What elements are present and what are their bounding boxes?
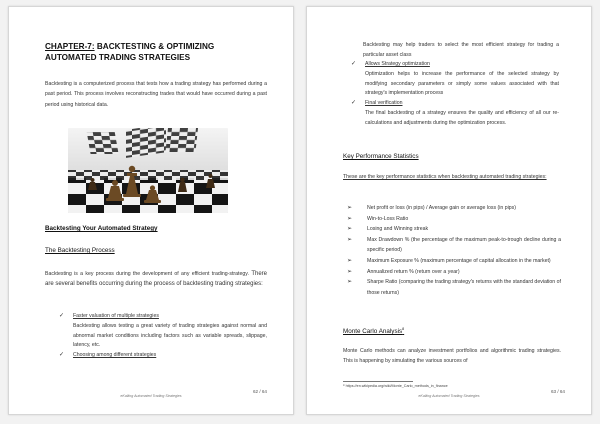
process-paragraph bbox=[45, 269, 267, 290]
kpi-item bbox=[343, 203, 561, 214]
benefit-description: Backtesting allows testing a great variety of trading strategies against normal and abnormal market conditions including factors such as variable spreads, slippage, latency, etc. bbox=[73, 322, 267, 349]
page-footer: eKalling Automated Trading Strategies bbox=[418, 394, 480, 398]
process-text-small: Backtesting is a key process during the development of any efficient trading-strategy. bbox=[45, 271, 249, 277]
arrow-bullet-icon: ➢ bbox=[347, 257, 353, 264]
benefits-list-left bbox=[59, 312, 267, 361]
kpi-item-text: Losing and Winning streak bbox=[367, 226, 429, 233]
benefit-item bbox=[59, 351, 267, 361]
benefit-label: Final verification bbox=[365, 100, 403, 107]
arrow-bullet-icon: ➢ bbox=[347, 268, 353, 275]
kpi-item bbox=[343, 256, 561, 267]
benefit-item bbox=[351, 99, 559, 128]
kpi-item-text: Max Drawdown % (the percentage of the maximum peak-to-trough decline during a specific period) bbox=[367, 236, 561, 254]
check-icon: ✓ bbox=[59, 352, 65, 359]
page-number: 63 / 64 bbox=[550, 389, 565, 394]
chess-board-image bbox=[68, 128, 228, 213]
kpi-item-text: Sharpe Ratio (comparing the trading strategy's returns with the standard deviation of those returns) bbox=[367, 279, 561, 296]
chapter-title bbox=[45, 42, 265, 63]
arrow-bullet-icon: ➢ bbox=[347, 215, 353, 222]
arrow-bullet-icon: ➢ bbox=[347, 226, 353, 233]
footnote: ⁸ https://en.wikipedia.org/wiki/Monte_Carlo_methods_in_finance bbox=[343, 384, 448, 388]
kpi-item-text: Maximum Exposure % (maximum percentage of capital allocation in the market) bbox=[367, 257, 551, 264]
chapter-number: CHAPTER-7: bbox=[45, 42, 95, 51]
kpi-item bbox=[343, 224, 561, 235]
footnote-marker: 8 bbox=[402, 327, 405, 331]
monte-carlo-title-text: Monte Carlo Analysis bbox=[343, 328, 403, 336]
benefit-description: Optimization helps to increase the performance of the selected strategy by modifying secondary parameters or simply some values associated with that strategy's implementation process bbox=[365, 70, 559, 97]
page-footer: eKalling Automated Trading Strategies bbox=[120, 394, 182, 398]
kpi-list bbox=[343, 203, 561, 298]
kpi-item bbox=[343, 277, 561, 298]
chapter-name: BACKTESTING & OPTIMIZING AUTOMATED TRADING STRATEGIES bbox=[45, 42, 215, 62]
subsection-title: The Backtesting Process bbox=[45, 247, 115, 254]
benefits-list-right bbox=[351, 60, 559, 129]
arrow-bullet-icon: ➢ bbox=[347, 205, 353, 211]
benefit-label: Allows Strategy optimization bbox=[365, 61, 430, 67]
benefit-item bbox=[59, 312, 267, 351]
left-page bbox=[8, 6, 294, 415]
check-icon: ✓ bbox=[351, 100, 357, 107]
kpi-item bbox=[343, 235, 561, 256]
kpi-intro: These are the key performance statistics when backtesting automated trading strategies: bbox=[343, 174, 547, 180]
check-icon: ✓ bbox=[351, 61, 357, 67]
right-page bbox=[306, 6, 592, 415]
kpi-item bbox=[343, 214, 561, 225]
process-text-large: There are several benefits occurring during the process of backtesting trading strategies: bbox=[45, 271, 267, 288]
kpi-item-text: Net profit or loss (in pips) / Average gain or average loss (in pips) bbox=[367, 205, 516, 211]
check-icon: ✓ bbox=[59, 313, 65, 319]
benefit-label: Choosing among different strategies bbox=[73, 352, 157, 359]
kpi-item bbox=[343, 267, 561, 278]
section-title: Backtesting Your Automated Strategy bbox=[45, 225, 158, 232]
monte-carlo-paragraph: Monte Carlo methods can analyze investment portfolios and algorithmic trading strategies. This is happening by simulating the various sources of bbox=[343, 348, 561, 365]
benefit-description: The final backtesting of a strategy ensures the quality and efficiency of all our re-calculations and adjustments during the optimization process. bbox=[365, 109, 559, 126]
intro-paragraph: Backtesting is a computerized process that tests how a trading strategy has performed during a past period. This process involves reconstructing trades that would have occurred during a past period using historical data. bbox=[45, 81, 267, 108]
page-number: 62 / 64 bbox=[252, 389, 267, 394]
footnote-divider bbox=[343, 381, 413, 382]
kpi-title: Key Performance Statistics bbox=[343, 153, 419, 160]
monte-carlo-title bbox=[343, 327, 404, 335]
arrow-bullet-icon: ➢ bbox=[347, 236, 353, 243]
kpi-item-text: Win-to-Loss Ratio bbox=[367, 215, 409, 222]
benefit-label: Faster valuation of multiple strategies bbox=[73, 313, 159, 319]
arrow-bullet-icon: ➢ bbox=[347, 279, 353, 286]
kpi-item-text: Annualized return % (return over a year) bbox=[367, 268, 460, 275]
benefit-item bbox=[351, 60, 559, 99]
continuation-paragraph: Backtesting may help traders to select the most efficient strategy for trading a particular asset class bbox=[363, 42, 559, 59]
